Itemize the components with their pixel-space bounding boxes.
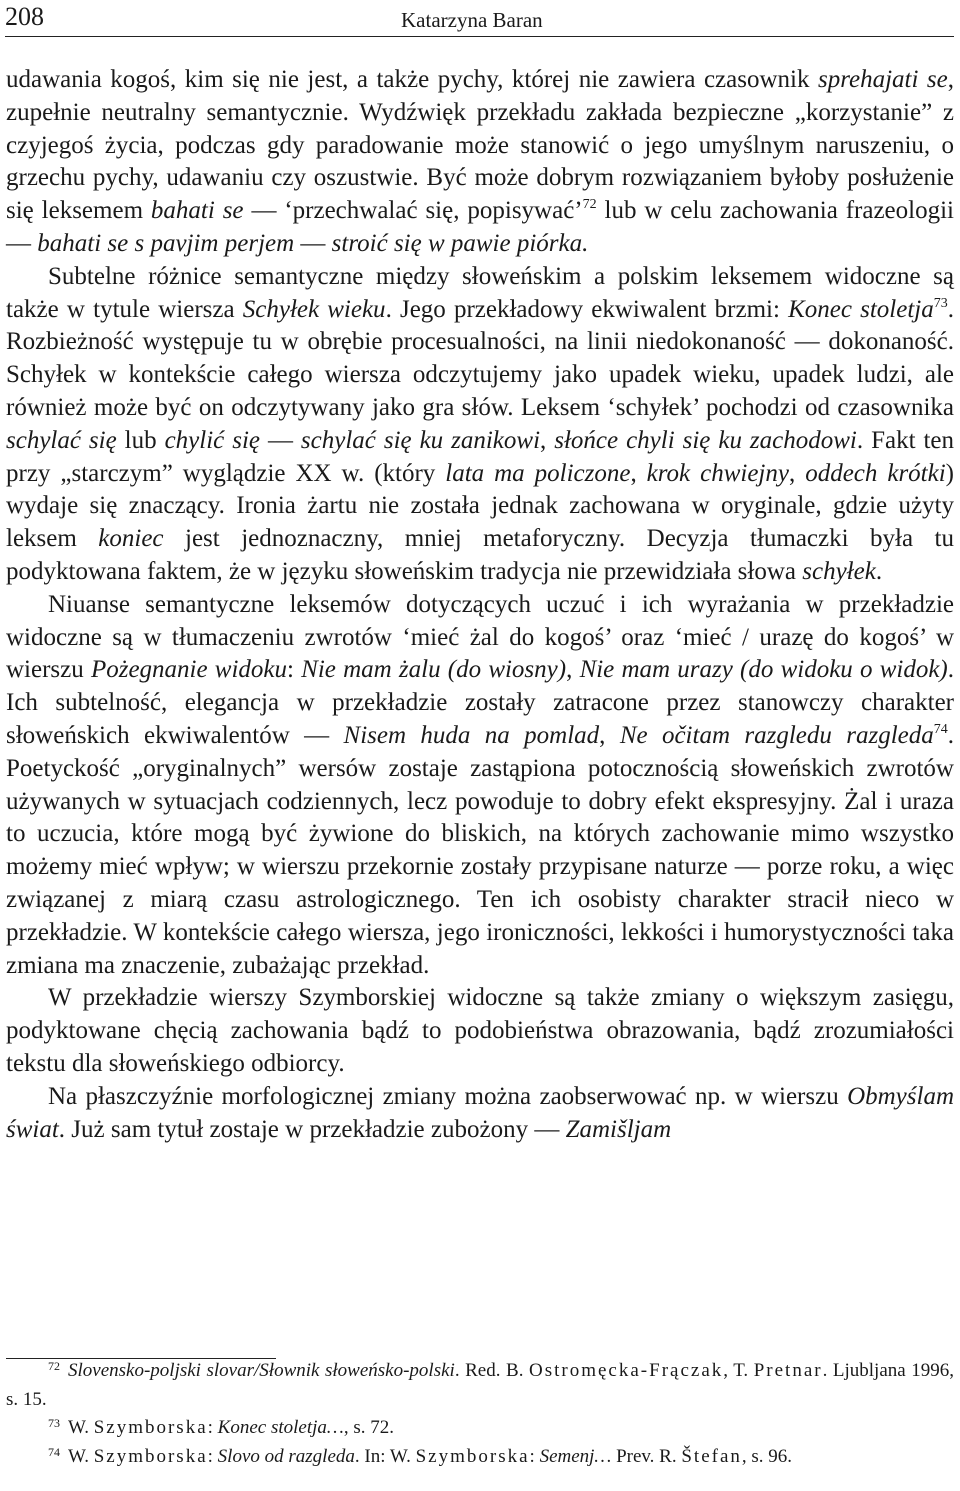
text-run: W przekładzie wierszy Szymborskiej widoczne są także zmiany o większym zasięgu, podyktowane chęcią zachowania bądź to podobieństwa obrazowania, bądź zrozumiałości tekstu dla słoweńskiego odbiorcy. xyxy=(6,984,954,1077)
text-run: , s. 96. xyxy=(741,1445,793,1467)
italic-term: schylać się xyxy=(6,426,117,454)
text-run: . xyxy=(875,557,883,585)
text-run: Na płaszczyźnie morfologicznej zmiany można zaobserwować np. w wierszu xyxy=(48,1082,848,1110)
footnote-mark: 73 xyxy=(48,1416,60,1430)
italic-term: bahati se s pavjim perjem xyxy=(37,229,295,257)
running-head-author: Katarzyna Baran xyxy=(401,8,543,32)
text-run: . Fakt ten przy „starczym” wyglądzie XX w. (który xyxy=(6,426,955,487)
text-run: Niuanse semantyczne leksemów dotyczących uczuć i ich wyrażania w przekładzie widoczne są w tłumaczeniu zwrotów ‘mieć żal do kogoś’ oraz ‘mieć / urazę do kogoś’ w wierszu xyxy=(6,590,954,684)
main-text xyxy=(6,64,954,1146)
italic-term: bahati se xyxy=(150,197,244,225)
italic-term: słońce chyli się ku zachodowi xyxy=(554,426,857,454)
spaced-name: Štefan xyxy=(681,1445,742,1467)
paragraph-5 xyxy=(6,1081,954,1147)
text-run: . Rozbieżność występuje tu w obrębie procesualności, na linii niedokonaność — dokonaność. Schyłek w kontekście całego wiersza odczytujemy jako upadek wieku, upadek ludzi, ale również może być on odczytywany jako gra słów. Leksem ‘schyłek’ pochodzi od czasownika xyxy=(6,295,954,421)
text-run: lub w celu zachowania frazeologii — xyxy=(6,197,954,257)
italic-term: stroić się w pawie piórka. xyxy=(331,229,589,257)
paragraph-2 xyxy=(6,261,954,589)
italic-title: Semenj… xyxy=(539,1445,612,1467)
text-run: , xyxy=(540,426,555,454)
italic-term: oddech krótki xyxy=(805,459,946,487)
text-run: , xyxy=(599,721,620,749)
italic-term: schyłek xyxy=(802,557,876,585)
text-run: , xyxy=(630,459,647,487)
text-run: ) wydaje się znaczący. Ironia żartu nie została jednak zachowana w oryginale, gdzie użyty leksem xyxy=(6,459,954,553)
paragraph-4 xyxy=(6,982,954,1080)
text-run: . In: W. xyxy=(354,1445,416,1467)
footnote-mark: 74 xyxy=(48,1444,60,1459)
italic-term: Pożegnanie widoku xyxy=(90,656,288,684)
text-run: . Już sam tytuł zostaje w przekładzie zubożony — xyxy=(58,1115,566,1143)
text-run: W. xyxy=(68,1417,94,1438)
text-run: . Jego przekładowy ekwiwalent brzmi: xyxy=(385,295,789,323)
italic-term: Ne očitam razgledu razgleda xyxy=(619,721,934,749)
italic-term: Schyłek wieku xyxy=(242,295,386,323)
text-run: : xyxy=(529,1445,540,1467)
italic-term: Konec stoletja xyxy=(788,295,934,323)
footnote-74 xyxy=(6,1443,954,1472)
italic-term: Nisem huda na pomlad xyxy=(343,721,600,749)
text-run: . Poetyckość „oryginalnych” wersów zostaje zastąpiona potocznością słoweńskich zwrotów używanych w sytuacjach codziennych, lecz powoduje to dobry efekt ekspresyjny. Żal i uraza to uczucia, które mogą być żywione do bliskich, na których zachowanie mimo wszystko możemy mieć wpływ; w wierszu przekornie zostały przypisane naturze — porze roku, a więc związanej z miarą czasu astrologicznego. Ten ich osobisty charakter stracił nieco w przekładzie. W kontekście całego wiersza, jego ironiczności, lekkości i humorystyczności taka zmiana ma znaczenie, zubażając przekład. xyxy=(6,721,955,979)
italic-title: Konec stoletja… xyxy=(217,1417,344,1438)
text-run: udawania kogoś, kim się nie jest, a także pychy, której nie zawiera czasownik xyxy=(6,66,818,93)
paragraph-3 xyxy=(6,589,954,983)
italic-term: Nie mam urazy (do widoku o widok) xyxy=(579,656,948,684)
page-number: 208 xyxy=(5,2,44,31)
text-run: : xyxy=(207,1417,218,1438)
italic-term: chylić się xyxy=(164,426,260,454)
text-run: . Red. B. xyxy=(454,1360,529,1381)
text-run: — xyxy=(260,426,301,454)
italic-term: Zamišljam xyxy=(565,1115,672,1143)
text-run: , xyxy=(566,656,580,684)
italic-term: schylać się ku zanikowi xyxy=(300,426,541,454)
text-run: jest jednoznaczny, mniej metaforyczny. Decyzja tłumaczki była tu podyktowana faktem, że w języku słoweńskim tradycja nie przewidziała słowa xyxy=(6,525,954,585)
footnote-72 xyxy=(6,1357,954,1414)
italic-term: Obmyślam świat xyxy=(6,1082,954,1143)
spaced-name: Szymborska xyxy=(93,1445,208,1467)
text-run: W. xyxy=(68,1445,94,1467)
footnote-mark: 72 xyxy=(48,1359,60,1373)
italic-term: Nie mam żalu (do wiosny) xyxy=(301,656,567,684)
italic-term: sprehajati se xyxy=(817,66,948,93)
italic-title: Slovo od razgleda xyxy=(217,1445,355,1467)
text-run: — xyxy=(294,229,332,257)
text-run: — ‘przechwalać się, popisywać’ xyxy=(243,197,583,225)
footnotes xyxy=(6,1357,954,1471)
header-rule xyxy=(5,36,954,37)
text-run: Prev. R. xyxy=(611,1445,682,1467)
text-run: : xyxy=(207,1445,218,1467)
text-run: . Ljubljana 1996, s. 15. xyxy=(6,1360,954,1410)
spaced-name: Pretnar xyxy=(753,1360,823,1381)
text-run: lub xyxy=(116,426,165,454)
text-run: : xyxy=(287,656,302,684)
footnote-ref-73[interactable]: 73 xyxy=(933,295,948,311)
spaced-name: Ostromęcka-Frączak xyxy=(529,1360,724,1381)
italic-term: lata ma policzone xyxy=(445,459,631,487)
italic-term: koniec xyxy=(98,525,164,553)
paragraph-1 xyxy=(6,64,954,261)
page-header xyxy=(0,0,960,38)
footnote-ref-72[interactable]: 72 xyxy=(582,197,597,213)
text-run: , xyxy=(788,459,806,487)
text-run: Subtelne różnice semantyczne między słoweńskim a polskim leksemem widoczne są także w tytule wiersza xyxy=(6,262,954,323)
footnote-73 xyxy=(6,1414,954,1443)
text-run: , zupełnie neutralny semantycznie. Wydźwięk przekładu zakłada bezpieczne „korzystanie” z czyjegoś życia, podczas gdy paradowanie może stanowić o jego umyślnym naruszeniu, o grzechu pychy, udawaniu czy oszustwie. Być może dobrym rozwiązaniem byłoby posłużenie się leksemem xyxy=(6,66,954,225)
spaced-name: Szymborska xyxy=(415,1445,530,1467)
spaced-name: Szymborska xyxy=(93,1417,208,1438)
text-run: , T. xyxy=(723,1360,754,1381)
footnote-ref-74[interactable]: 74 xyxy=(933,721,948,737)
text-run: . Ich subtelność, elegancja w przekładzie zostały zatracone przez stanowczy charakter słoweńskich ekwiwalentów — xyxy=(6,656,955,749)
italic-term: krok chwiejny xyxy=(646,459,789,487)
italic-title: Slovensko-poljski slovar/Słownik słoweńsko-polski xyxy=(68,1360,455,1381)
text-run: , s. 72. xyxy=(343,1417,394,1438)
